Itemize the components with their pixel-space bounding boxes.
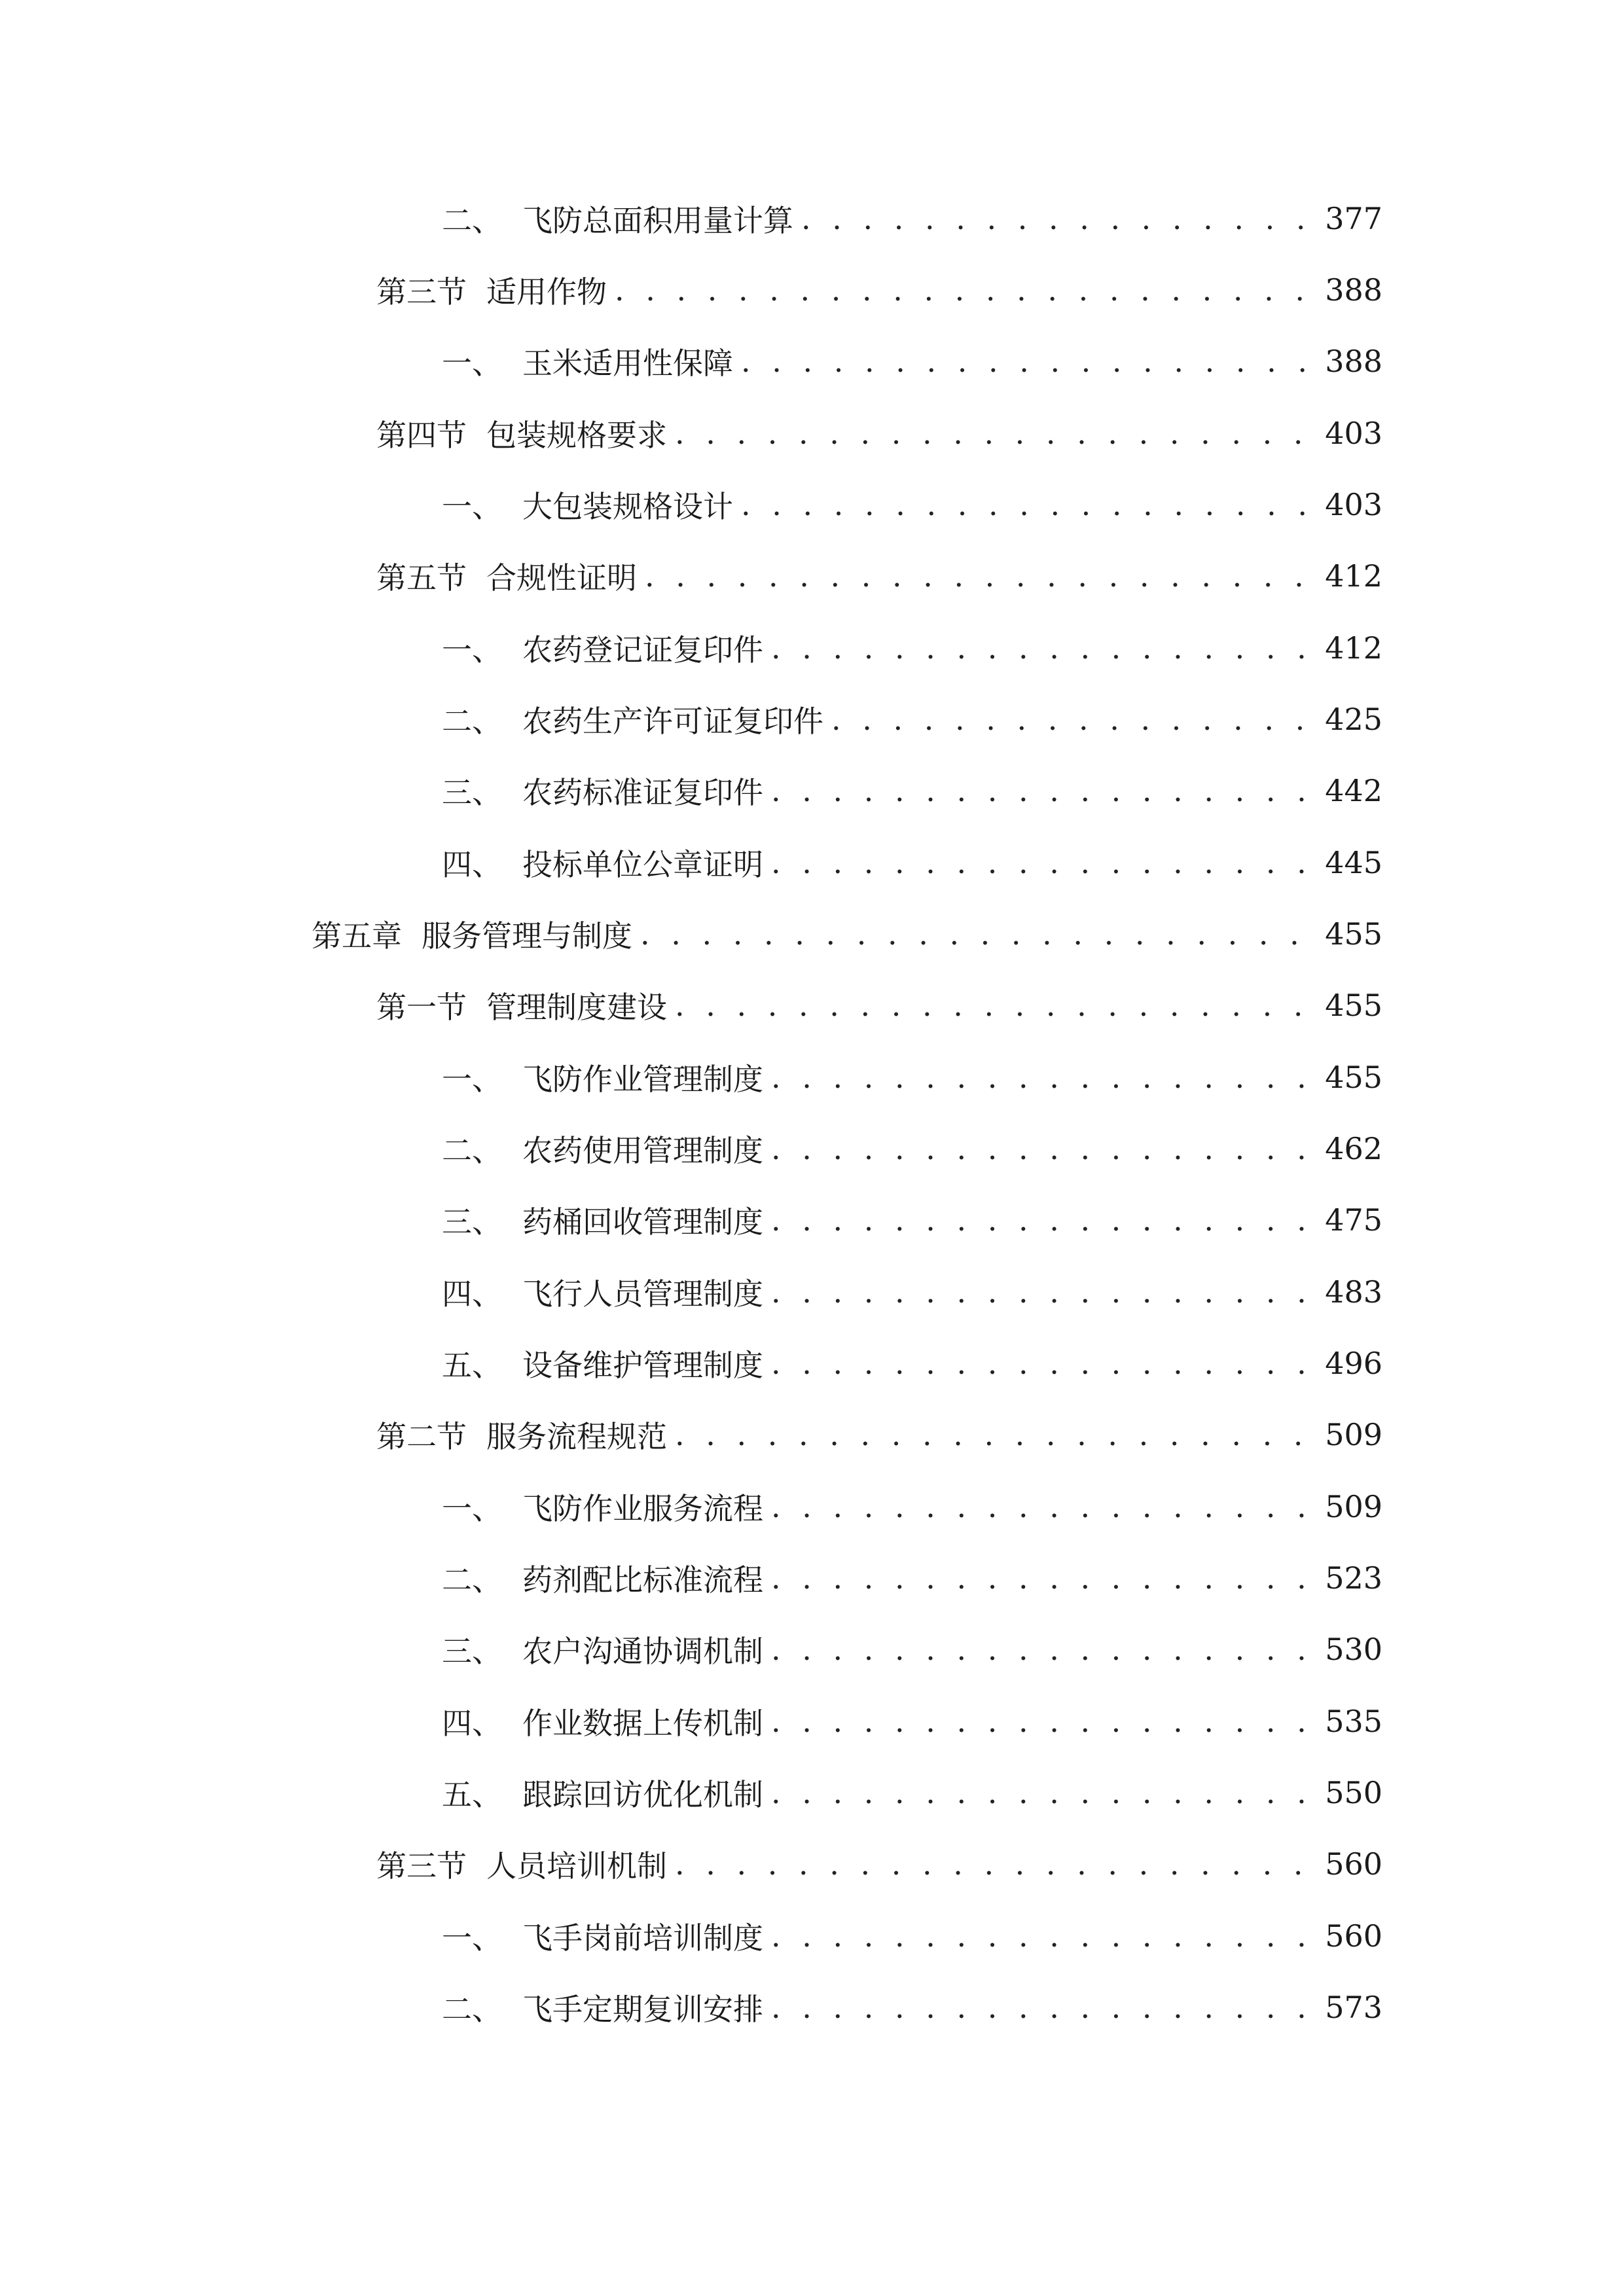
entry-number: 四、 xyxy=(442,847,502,882)
entry-number: 第四节 xyxy=(376,418,467,453)
entry-number: 五、 xyxy=(442,1777,502,1812)
entry-title: 适用作物 xyxy=(486,274,607,310)
page-number: 462 xyxy=(1325,1131,1382,1166)
entry-title: 农药标准证复印件 xyxy=(522,775,763,810)
entry-number: 一、 xyxy=(442,632,502,668)
toc-entry[interactable] xyxy=(442,1552,1382,1604)
entry-number: 四、 xyxy=(442,1276,502,1312)
entry-title: 作业数据上传机制 xyxy=(522,1706,763,1741)
toc-entry[interactable] xyxy=(442,1266,1382,1318)
entry-number: 四、 xyxy=(442,1706,502,1741)
dot-leader xyxy=(771,1346,1305,1381)
dot-leader xyxy=(771,1274,1305,1310)
toc-entry[interactable] xyxy=(376,550,1382,602)
entry-number: 二、 xyxy=(442,203,502,238)
toc-entry[interactable] xyxy=(376,979,1382,1031)
page-number: 442 xyxy=(1325,773,1382,808)
page-number: 560 xyxy=(1325,1846,1382,1882)
toc-entry[interactable] xyxy=(442,1122,1382,1175)
entry-title: 包装规格要求 xyxy=(486,418,667,453)
page-number: 412 xyxy=(1325,558,1382,594)
entry-title: 人员培训机制 xyxy=(486,1848,667,1884)
page-number: 455 xyxy=(1325,916,1382,952)
dot-leader xyxy=(771,1131,1305,1166)
entry-number: 五、 xyxy=(442,1348,502,1383)
dot-leader xyxy=(771,1560,1305,1596)
toc-entry[interactable] xyxy=(376,264,1382,316)
dot-leader xyxy=(771,1489,1305,1524)
page-number: 425 xyxy=(1325,702,1382,737)
entry-number: 第三节 xyxy=(376,274,467,310)
page-number: 535 xyxy=(1325,1704,1382,1739)
toc-entry[interactable] xyxy=(442,836,1382,889)
entry-title: 服务管理与制度 xyxy=(422,918,632,954)
dot-leader xyxy=(675,988,1305,1023)
dot-leader xyxy=(831,702,1305,737)
entry-number: 三、 xyxy=(442,1204,502,1240)
entry-title: 管理制度建设 xyxy=(486,990,667,1025)
dot-leader xyxy=(771,845,1305,880)
page-number: 377 xyxy=(1325,201,1382,236)
page-number: 403 xyxy=(1325,416,1382,451)
toc-entry[interactable] xyxy=(442,693,1382,745)
page-number: 455 xyxy=(1325,988,1382,1023)
entry-number: 三、 xyxy=(442,775,502,810)
toc-entry[interactable] xyxy=(442,1194,1382,1246)
toc-entry[interactable] xyxy=(442,1981,1382,2034)
dot-leader xyxy=(675,416,1305,451)
page-number: 550 xyxy=(1325,1775,1382,1810)
toc-entry[interactable] xyxy=(312,908,1382,960)
toc-entry[interactable] xyxy=(442,1051,1382,1103)
toc-entry[interactable] xyxy=(442,764,1382,817)
dot-leader xyxy=(771,773,1305,808)
page-number: 560 xyxy=(1325,1918,1382,1954)
dot-leader xyxy=(771,1990,1305,2025)
toc-entry[interactable] xyxy=(442,1480,1382,1533)
entry-title: 飞防作业管理制度 xyxy=(522,1062,763,1097)
dot-leader xyxy=(675,1846,1305,1882)
entry-number: 一、 xyxy=(442,489,502,524)
dot-leader xyxy=(771,1202,1305,1238)
entry-title: 飞防总面积用量计算 xyxy=(522,203,793,238)
page-number: 573 xyxy=(1325,1990,1382,2025)
entry-number: 第五节 xyxy=(376,560,467,596)
page-number: 530 xyxy=(1325,1632,1382,1667)
entry-title: 设备维护管理制度 xyxy=(522,1348,763,1383)
toc-entry[interactable] xyxy=(442,1623,1382,1676)
entry-title: 投标单位公章证明 xyxy=(522,847,763,882)
toc-entry[interactable] xyxy=(442,192,1382,245)
entry-number: 一、 xyxy=(442,346,502,381)
toc-entry[interactable] xyxy=(442,478,1382,531)
page-number: 523 xyxy=(1325,1560,1382,1596)
dot-leader xyxy=(771,1918,1305,1954)
entry-title: 药桶回收管理制度 xyxy=(522,1204,763,1240)
toc-entry[interactable] xyxy=(442,1337,1382,1390)
page-number: 475 xyxy=(1325,1202,1382,1238)
page-number: 509 xyxy=(1325,1489,1382,1524)
dot-leader xyxy=(741,344,1305,379)
entry-number: 二、 xyxy=(442,704,502,739)
entry-title: 农药登记证复印件 xyxy=(522,632,763,668)
dot-leader xyxy=(771,1704,1305,1739)
toc-entry[interactable] xyxy=(442,1695,1382,1748)
dot-leader xyxy=(771,1060,1305,1095)
entry-title: 玉米适用性保障 xyxy=(522,346,733,381)
entry-number: 第三节 xyxy=(376,1848,467,1884)
page-number: 445 xyxy=(1325,845,1382,880)
entry-title: 服务流程规范 xyxy=(486,1419,667,1454)
page-number: 388 xyxy=(1325,344,1382,379)
dot-leader xyxy=(771,1775,1305,1810)
entry-number: 二、 xyxy=(442,1133,502,1168)
dot-leader xyxy=(741,487,1305,522)
page-number: 496 xyxy=(1325,1346,1382,1381)
entry-title: 飞行人员管理制度 xyxy=(522,1276,763,1312)
toc-entry[interactable] xyxy=(442,1910,1382,1962)
toc-entry[interactable] xyxy=(376,1408,1382,1461)
entry-title: 跟踪回访优化机制 xyxy=(522,1777,763,1812)
page-number: 455 xyxy=(1325,1060,1382,1095)
entry-number: 一、 xyxy=(442,1920,502,1956)
dot-leader xyxy=(640,916,1305,952)
entry-number: 一、 xyxy=(442,1062,502,1097)
page-number: 388 xyxy=(1325,272,1382,308)
dot-leader xyxy=(771,630,1305,666)
entry-number: 一、 xyxy=(442,1491,502,1526)
page-number: 412 xyxy=(1325,630,1382,666)
page-number: 483 xyxy=(1325,1274,1382,1310)
dot-leader xyxy=(771,1632,1305,1667)
toc-entry[interactable] xyxy=(442,1767,1382,1819)
toc-entry[interactable] xyxy=(376,1838,1382,1890)
entry-title: 药剂配比标准流程 xyxy=(522,1562,763,1598)
page-number: 509 xyxy=(1325,1417,1382,1452)
dot-leader xyxy=(615,272,1305,308)
dot-leader xyxy=(645,558,1305,594)
entry-title: 大包装规格设计 xyxy=(522,489,733,524)
entry-title: 飞手岗前培训制度 xyxy=(522,1920,763,1956)
entry-title: 飞防作业服务流程 xyxy=(522,1491,763,1526)
toc-entry[interactable] xyxy=(442,335,1382,387)
entry-title: 飞手定期复训安排 xyxy=(522,1992,763,2027)
entry-number: 第五章 xyxy=(312,918,402,954)
entry-number: 二、 xyxy=(442,1562,502,1598)
dot-leader xyxy=(675,1417,1305,1452)
entry-title: 农户沟通协调机制 xyxy=(522,1634,763,1669)
entry-title: 农药使用管理制度 xyxy=(522,1133,763,1168)
toc-entry[interactable] xyxy=(376,407,1382,459)
page-number: 403 xyxy=(1325,487,1382,522)
entry-number: 第一节 xyxy=(376,990,467,1025)
entry-number: 三、 xyxy=(442,1634,502,1669)
entry-number: 第二节 xyxy=(376,1419,467,1454)
entry-number: 二、 xyxy=(442,1992,502,2027)
entry-title: 农药生产许可证复印件 xyxy=(522,704,823,739)
toc-entry[interactable] xyxy=(442,622,1382,674)
entry-title: 合规性证明 xyxy=(486,560,637,596)
dot-leader xyxy=(801,201,1305,236)
